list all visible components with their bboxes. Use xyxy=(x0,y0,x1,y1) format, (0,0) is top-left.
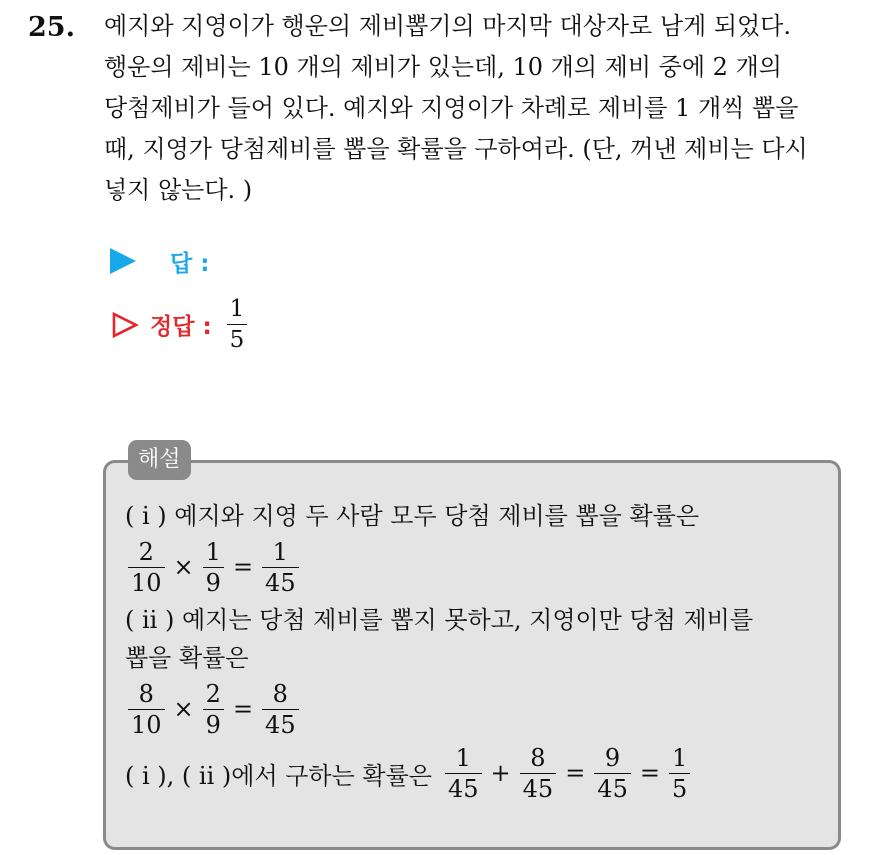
case2-text-cont: 뽑을 확률은 xyxy=(125,644,249,672)
correct-answer-fraction xyxy=(227,294,248,355)
fraction-numerator: 1 xyxy=(671,743,688,772)
fraction-denominator: 45 xyxy=(520,773,557,804)
question-text xyxy=(104,6,868,211)
fraction xyxy=(262,537,299,598)
equation-1 xyxy=(125,535,840,599)
correct-answer-label: 정답 : xyxy=(150,314,212,340)
operator: = xyxy=(639,759,660,787)
fraction-denominator: 5 xyxy=(227,324,248,355)
fraction-numerator: 8 xyxy=(530,743,546,772)
outline-triangle-icon xyxy=(110,310,140,340)
question-line: 때, 지영가 당첨제비를 뽑을 확률을 구하여라. (단, 꺼낸 제비는 다시 xyxy=(104,135,808,163)
fraction xyxy=(445,743,482,804)
question-line: 예지와 지영이가 행운의 제비뽑기의 마지막 대상자로 남게 되었다. xyxy=(104,12,791,40)
explanation-content xyxy=(125,497,840,805)
answer-label: 답 : xyxy=(170,250,210,277)
fraction-numerator: 9 xyxy=(604,743,621,772)
fraction xyxy=(203,537,224,598)
fraction xyxy=(128,679,165,740)
fraction xyxy=(669,743,690,804)
operator: × xyxy=(173,553,194,581)
question-number: 25. xyxy=(28,12,75,43)
conclusion-line xyxy=(125,741,840,805)
operator: × xyxy=(173,695,194,723)
question-line: 넣지 않는다. ) xyxy=(104,176,253,204)
fraction xyxy=(520,743,557,804)
operator: = xyxy=(232,695,254,723)
fraction-denominator: 9 xyxy=(203,567,224,598)
conclusion-text: ( i ), ( ii )에서 구하는 확률은 xyxy=(125,761,432,790)
fraction xyxy=(203,679,224,740)
correct-answer-row xyxy=(110,294,250,355)
fraction-denominator: 45 xyxy=(262,567,299,598)
play-triangle-icon xyxy=(110,248,136,274)
fraction-denominator: 45 xyxy=(445,773,482,804)
fraction-numerator: 1 xyxy=(272,537,288,566)
problem xyxy=(28,6,868,211)
fraction-numerator: 8 xyxy=(272,679,288,708)
fraction-denominator: 10 xyxy=(128,709,165,740)
operator: = xyxy=(565,759,586,787)
explanation-tab: 해설 xyxy=(128,440,191,480)
fraction xyxy=(594,743,631,804)
fraction-numerator: 1 xyxy=(229,296,245,322)
fraction-denominator: 5 xyxy=(669,773,690,804)
question-line: 당첨제비가 들어 있다. 예지와 지영이가 차례로 제비를 1 개씩 뽑을 xyxy=(104,94,799,122)
fraction-numerator: 8 xyxy=(138,679,154,708)
question-line: 행운의 제비는 10 개의 제비가 있는데, 10 개의 제비 중에 2 개의 xyxy=(104,53,782,81)
case1-text: ( i ) 예지와 지영 두 사람 모두 당첨 제비를 뽑을 확률은 xyxy=(125,502,699,530)
fraction-numerator: 2 xyxy=(138,537,154,566)
answer-row xyxy=(110,243,209,279)
fraction-denominator: 9 xyxy=(203,709,224,740)
equation-2 xyxy=(125,677,840,741)
case2-text: ( ii ) 예지는 당첨 제비를 뽑지 못하고, 지영이만 당첨 제비를 xyxy=(125,606,754,634)
fraction xyxy=(128,537,165,598)
operator: + xyxy=(490,759,511,787)
fraction-numerator: 2 xyxy=(205,679,221,708)
fraction xyxy=(262,679,299,740)
fraction-numerator: 1 xyxy=(455,743,471,772)
fraction-denominator: 45 xyxy=(594,773,631,804)
fraction-numerator: 1 xyxy=(205,537,221,566)
fraction-denominator: 10 xyxy=(128,567,165,598)
operator: = xyxy=(232,553,254,581)
fraction-denominator: 45 xyxy=(262,709,299,740)
